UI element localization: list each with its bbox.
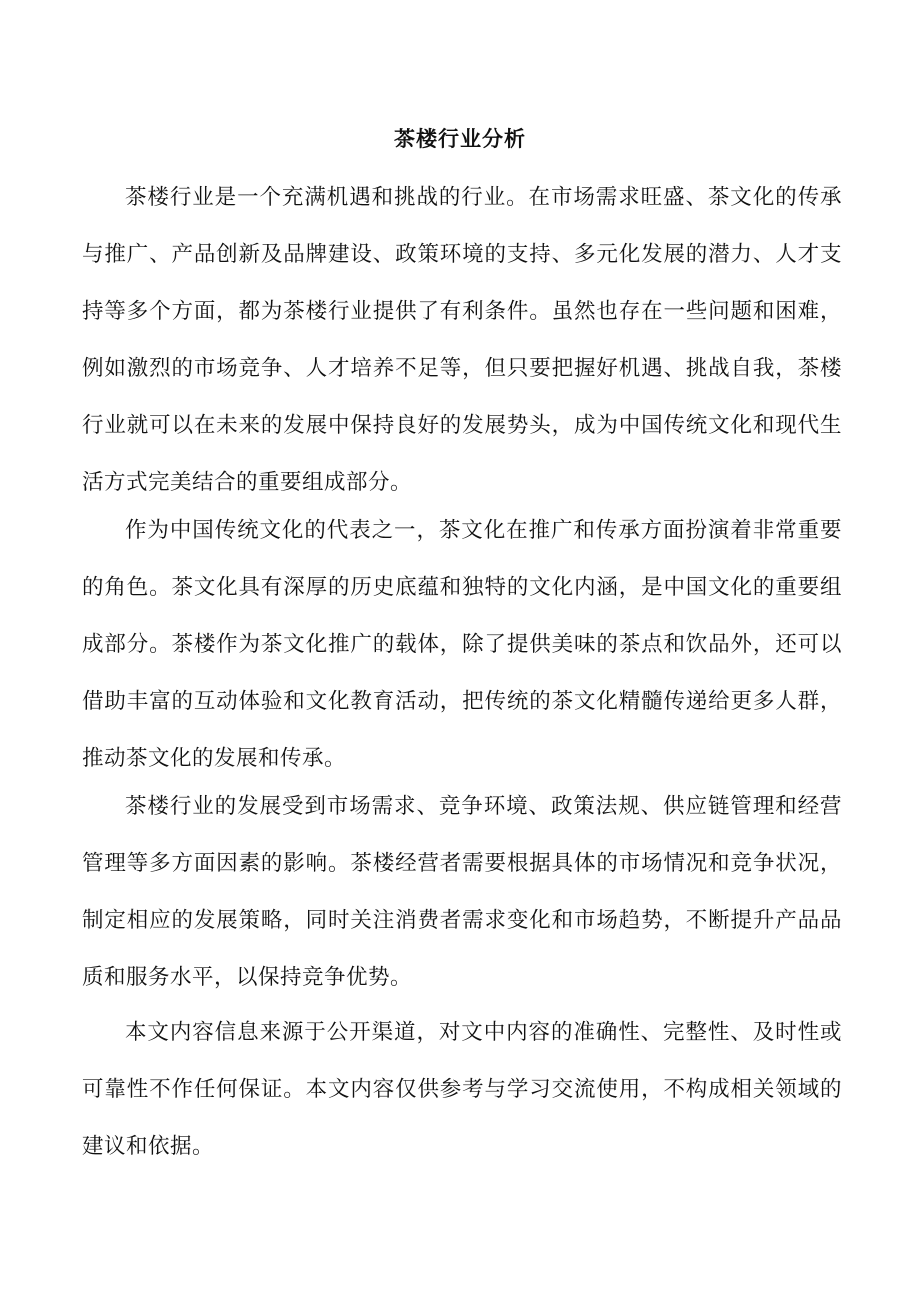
- paragraph-3: 茶楼行业的发展受到市场需求、竞争环境、政策法规、供应链管理和经营管理等多方面因素的影响。茶楼经营者需要根据具体的市场情况和竞争状况，制定相应的发展策略，同时关注消费者需求变化和市场趋势，不断提升产品品质和服务水平，以保持竞争优势。: [82, 794, 842, 990]
- paragraph-4: 本文内容信息来源于公开渠道，对文中内容的准确性、完整性、及时性或可靠性不作任何保证。本文内容仅供参考与学习交流使用，不构成相关领域的建议和依据。: [82, 1020, 842, 1159]
- document-title: 茶楼行业分析: [394, 126, 526, 151]
- paragraph-2: 作为中国传统文化的代表之一，茶文化在推广和传承方面扮演着非常重要的角色。茶文化具有深厚的历史底蕴和独特的文化内涵，是中国文化的重要组成部分。茶楼作为茶文化推广的载体，除了提供美味的茶点和饮品外，还可以借助丰富的互动体验和文化教育活动，把传统的茶文化精髓传递给更多人群，推动茶文化的发展和传承。: [82, 518, 842, 771]
- paragraph-1: 茶楼行业是一个充满机遇和挑战的行业。在市场需求旺盛、茶文化的传承与推广、产品创新及品牌建设、政策环境的支持、多元化发展的潜力、人才支持等多个方面，都为茶楼行业提供了有利条件。虽然也存在一些问题和困难，例如激烈的市场竞争、人才培养不足等，但只要把握好机遇、挑战自我，茶楼行业就可以在未来的发展中保持良好的发展势头，成为中国传统文化和现代生活方式完美结合的重要组成部分。: [82, 185, 842, 495]
